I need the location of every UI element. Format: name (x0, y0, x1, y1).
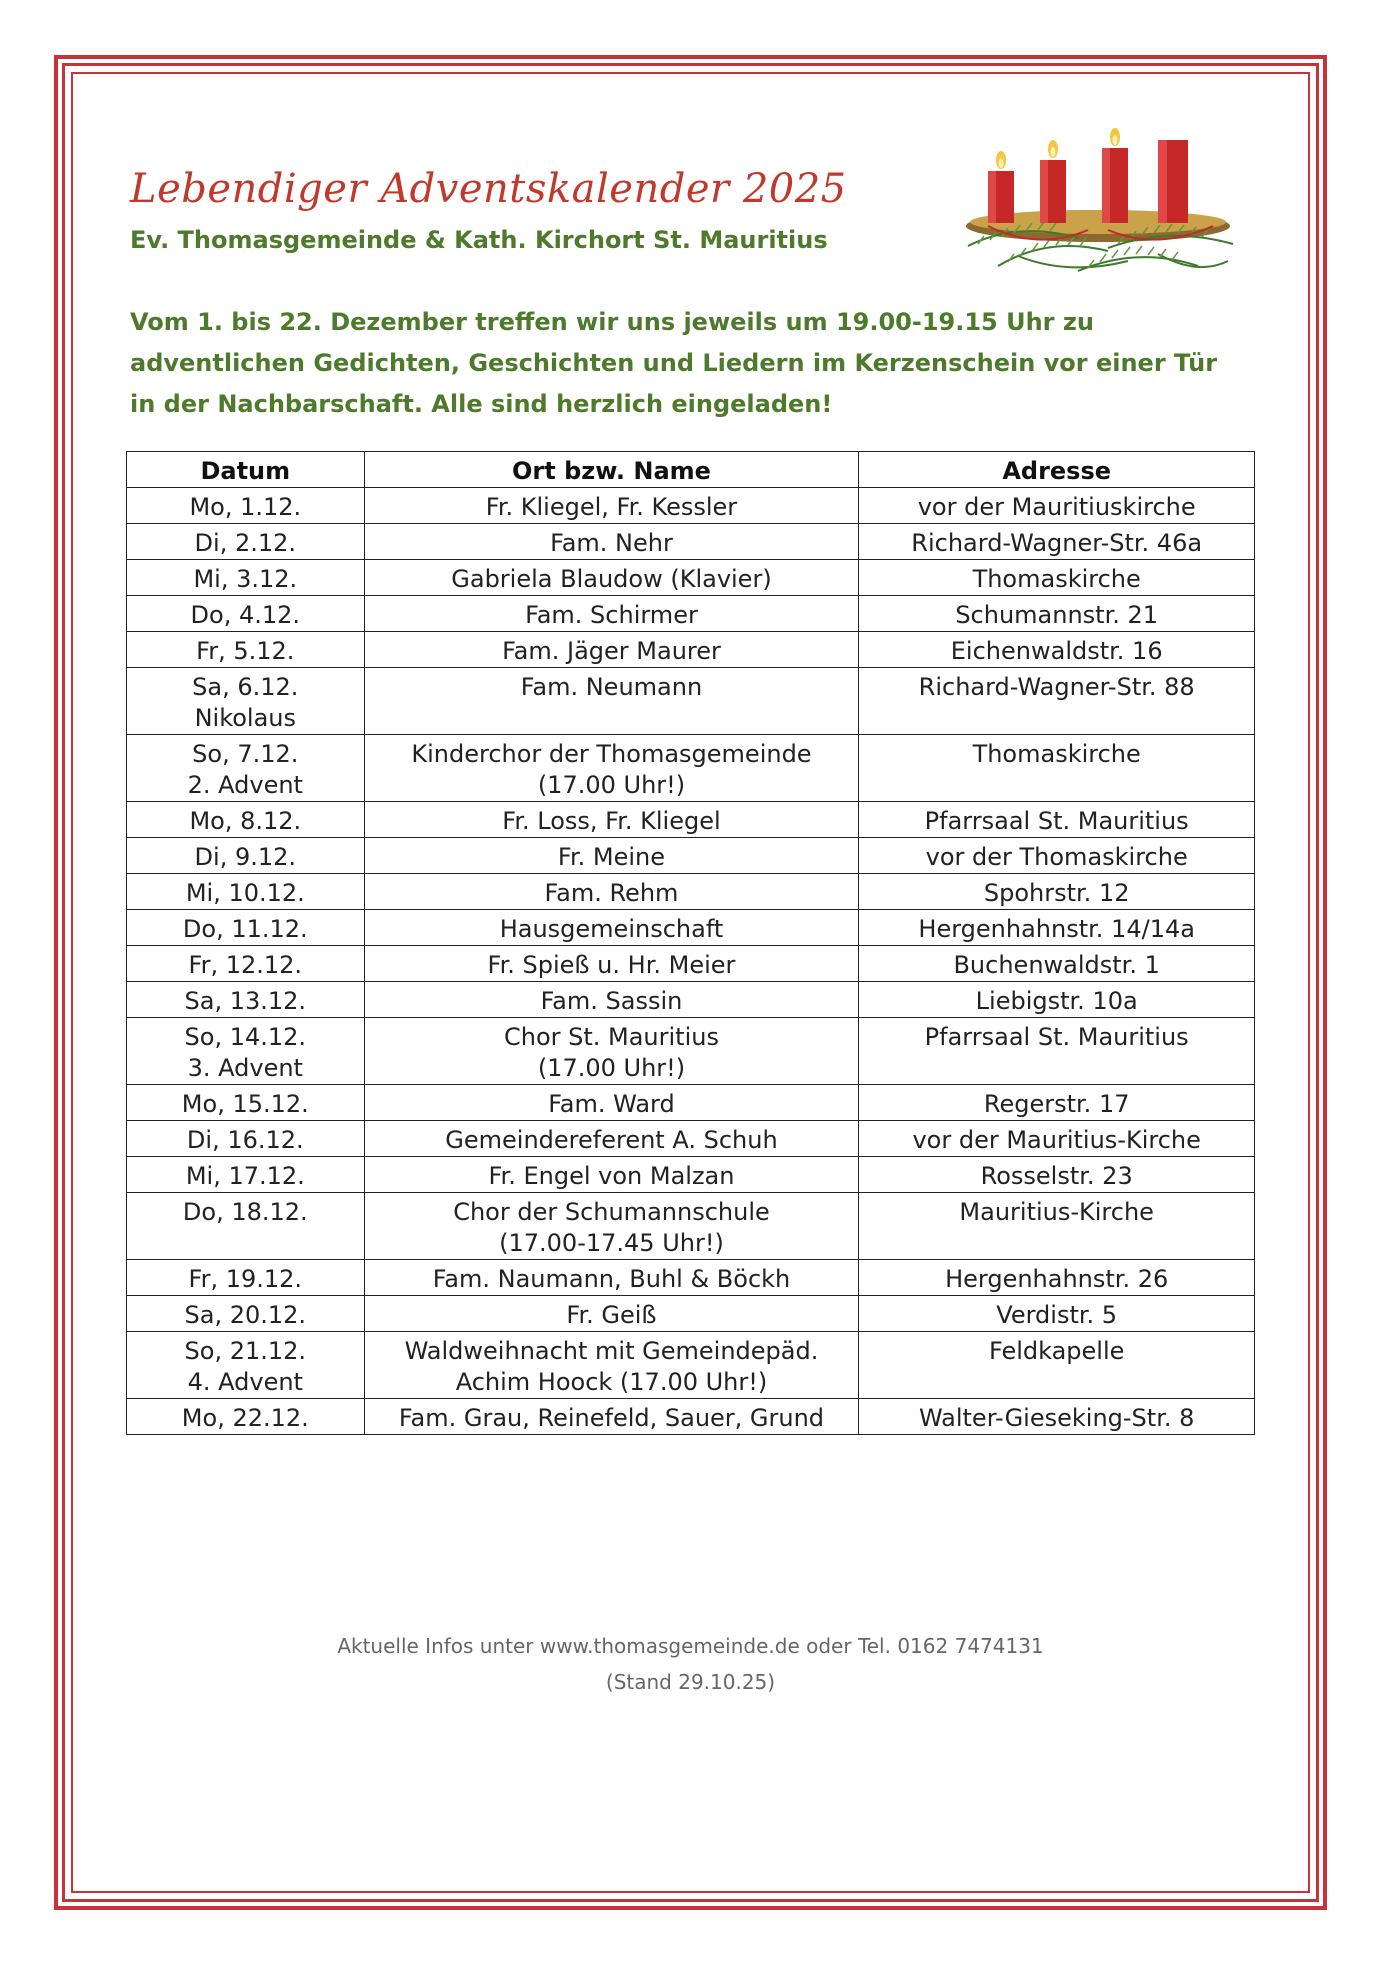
cell-date (127, 668, 365, 735)
table-body (127, 488, 1255, 1435)
cell-date-line: Sa, 20.12. (184, 1301, 307, 1329)
table-row (127, 1193, 1255, 1260)
cell-address: Hergenhahnstr. 26 (859, 1260, 1255, 1296)
cell-name-line: Fam. Sassin (540, 987, 683, 1015)
cell-address: Mauritius-Kirche (859, 1193, 1255, 1260)
cell-date-line: Sa, 6.12. (192, 673, 299, 701)
cell-address: Feldkapelle (859, 1332, 1255, 1399)
cell-date (127, 1018, 365, 1085)
table-row (127, 910, 1255, 946)
cell-date-line: Mo, 22.12. (181, 1404, 309, 1432)
cell-date-line: Mo, 15.12. (181, 1090, 309, 1118)
cell-name (364, 946, 859, 982)
cell-name (364, 874, 859, 910)
cell-name (364, 1296, 859, 1332)
cell-name (364, 524, 859, 560)
cell-address: Schumannstr. 21 (859, 596, 1255, 632)
cell-name-line: Fr. Geiß (566, 1301, 657, 1329)
table-row (127, 668, 1255, 735)
cell-date-line: Mo, 8.12. (189, 807, 302, 835)
cell-date-line: 2. Advent (187, 771, 303, 799)
cell-date-line: Di, 2.12. (194, 529, 297, 557)
intro-line: adventlichen Gedichten, Geschichten und Liedern im Kerzenschein vor einer Tür (130, 349, 1218, 377)
table-row (127, 1121, 1255, 1157)
cell-date-line: Fr, 19.12. (188, 1265, 303, 1293)
cell-name-line: Waldweihnacht mit Gemeindepäd. (404, 1337, 819, 1365)
intro-text (130, 302, 1260, 425)
cell-address: Buchenwaldstr. 1 (859, 946, 1255, 982)
table-row (127, 1296, 1255, 1332)
cell-date-line: Fr, 12.12. (188, 951, 303, 979)
column-header-ort: Ort bzw. Name (364, 452, 859, 488)
footer-stand: (Stand 29.10.25) (605, 1670, 776, 1694)
cell-address: Richard-Wagner-Str. 88 (859, 668, 1255, 735)
table-row (127, 1399, 1255, 1435)
cell-date (127, 488, 365, 524)
footer (0, 1628, 1381, 1700)
intro-line: in der Nachbarschaft. Alle sind herzlich eingeladen! (130, 390, 833, 418)
cell-name (364, 838, 859, 874)
cell-address: Spohrstr. 12 (859, 874, 1255, 910)
cell-name-line: Fr. Spieß u. Hr. Meier (487, 951, 736, 979)
cell-date (127, 1399, 365, 1435)
table-row (127, 1260, 1255, 1296)
cell-name-line: Kinderchor der Thomasgemeinde (411, 740, 812, 768)
cell-date (127, 1193, 365, 1260)
cell-date (127, 1260, 365, 1296)
table-row (127, 1085, 1255, 1121)
cell-date (127, 596, 365, 632)
page-subtitle: Ev. Thomasgemeinde & Kath. Kirchort St. Mauritius (130, 226, 828, 254)
cell-address: vor der Thomaskirche (859, 838, 1255, 874)
cell-address: Regerstr. 17 (859, 1085, 1255, 1121)
table-header-row (127, 452, 1255, 488)
cell-name (364, 632, 859, 668)
cell-date-line: Do, 18.12. (182, 1198, 308, 1226)
cell-date (127, 874, 365, 910)
cell-date-line: Fr, 5.12. (196, 637, 295, 665)
cell-name-line: Achim Hoock (17.00 Uhr!) (455, 1368, 768, 1396)
column-header-datum: Datum (127, 452, 365, 488)
table-row (127, 524, 1255, 560)
cell-name-line: Fam. Nehr (550, 529, 673, 557)
cell-name (364, 1121, 859, 1157)
cell-date (127, 1332, 365, 1399)
cell-name-line: Fr. Meine (557, 843, 666, 871)
cell-date (127, 1121, 365, 1157)
table-row (127, 838, 1255, 874)
cell-name-line: Fr. Kliegel, Fr. Kessler (485, 493, 738, 521)
column-header-adresse: Adresse (859, 452, 1255, 488)
table-row (127, 596, 1255, 632)
cell-name-line: Fam. Neumann (520, 673, 703, 701)
table-row (127, 488, 1255, 524)
cell-date (127, 1157, 365, 1193)
table-row (127, 874, 1255, 910)
cell-date-line: So, 7.12. (192, 740, 299, 768)
cell-date-line: So, 21.12. (184, 1337, 307, 1365)
cell-name-line: Fam. Naumann, Buhl & Böckh (432, 1265, 791, 1293)
cell-date (127, 946, 365, 982)
cell-date-line: Di, 9.12. (194, 843, 297, 871)
cell-name-line: Fam. Schirmer (525, 601, 698, 629)
cell-address: Verdistr. 5 (859, 1296, 1255, 1332)
table-row (127, 1332, 1255, 1399)
cell-date (127, 802, 365, 838)
cell-address: Hergenhahnstr. 14/14a (859, 910, 1255, 946)
cell-address: Pfarrsaal St. Mauritius (859, 802, 1255, 838)
cell-date-line: Di, 16.12. (186, 1126, 304, 1154)
table-row (127, 946, 1255, 982)
cell-name (364, 668, 859, 735)
cell-name-line: Chor der Schumannschule (453, 1198, 770, 1226)
table-row (127, 982, 1255, 1018)
cell-name-line: (17.00 Uhr!) (537, 771, 686, 799)
cell-date-line: Nikolaus (194, 704, 297, 732)
table-row (127, 1157, 1255, 1193)
cell-date-line: Do, 4.12. (190, 601, 301, 629)
intro-line: Vom 1. bis 22. Dezember treffen wir uns jeweils um 19.00-19.15 Uhr zu (130, 308, 1094, 336)
cell-date-line: Mi, 3.12. (193, 565, 298, 593)
cell-date-line: Mi, 10.12. (185, 879, 305, 907)
cell-name (364, 1332, 859, 1399)
cell-name-line: Gabriela Blaudow (Klavier) (451, 565, 772, 593)
table-row (127, 735, 1255, 802)
cell-date (127, 838, 365, 874)
cell-date-line: Mi, 17.12. (185, 1162, 305, 1190)
cell-name-line: Fr. Engel von Malzan (488, 1162, 735, 1190)
cell-address: Richard-Wagner-Str. 46a (859, 524, 1255, 560)
table-row (127, 560, 1255, 596)
cell-address: vor der Mauritius-Kirche (859, 1121, 1255, 1157)
cell-date (127, 1085, 365, 1121)
cell-name (364, 1157, 859, 1193)
cell-address: Thomaskirche (859, 735, 1255, 802)
cell-date (127, 910, 365, 946)
cell-date (127, 632, 365, 668)
cell-date (127, 982, 365, 1018)
cell-name (364, 1193, 859, 1260)
cell-address: Eichenwaldstr. 16 (859, 632, 1255, 668)
cell-name-line: Fam. Ward (548, 1090, 675, 1118)
cell-address: Rosselstr. 23 (859, 1157, 1255, 1193)
table-row (127, 632, 1255, 668)
cell-address: Liebigstr. 10a (859, 982, 1255, 1018)
cell-name-line: Chor St. Mauritius (503, 1023, 719, 1051)
cell-name-line: Gemeindereferent A. Schuh (445, 1126, 778, 1154)
cell-date-line: So, 14.12. (184, 1023, 307, 1051)
cell-name (364, 1085, 859, 1121)
cell-name-line: Fam. Jäger Maurer (502, 637, 721, 665)
cell-name (364, 596, 859, 632)
cell-name-line: Fam. Rehm (544, 879, 679, 907)
footer-info: Aktuelle Infos unter www.thomasgemeinde.de oder Tel. 0162 7474131 (337, 1634, 1044, 1658)
cell-date-line: Mo, 1.12. (189, 493, 302, 521)
cell-name (364, 982, 859, 1018)
cell-date-line: 3. Advent (187, 1054, 303, 1082)
cell-date (127, 560, 365, 596)
cell-name-line: Fam. Grau, Reinefeld, Sauer, Grund (398, 1404, 825, 1432)
cell-name (364, 1018, 859, 1085)
page-title: Lebendiger Adventskalender 2025 (130, 166, 847, 212)
cell-date (127, 524, 365, 560)
cell-date-line: Do, 11.12. (182, 915, 308, 943)
cell-name-line: Hausgemeinschaft (499, 915, 724, 943)
cell-date (127, 735, 365, 802)
cell-name-line: (17.00 Uhr!) (537, 1054, 686, 1082)
cell-address: Walter-Gieseking-Str. 8 (859, 1399, 1255, 1435)
cell-address: Thomaskirche (859, 560, 1255, 596)
cell-name (364, 910, 859, 946)
advent-wreath-icon (958, 126, 1240, 286)
cell-name (364, 802, 859, 838)
cell-address: Pfarrsaal St. Mauritius (859, 1018, 1255, 1085)
advent-calendar-table (126, 451, 1255, 1435)
table-row (127, 802, 1255, 838)
cell-name-line: Fr. Loss, Fr. Kliegel (502, 807, 721, 835)
cell-name (364, 735, 859, 802)
cell-name (364, 488, 859, 524)
cell-date-line: 4. Advent (187, 1368, 303, 1396)
cell-date (127, 1296, 365, 1332)
cell-date-line: Sa, 13.12. (184, 987, 307, 1015)
cell-name-line: (17.00-17.45 Uhr!) (499, 1229, 724, 1257)
cell-name (364, 1260, 859, 1296)
cell-address: vor der Mauritiuskirche (859, 488, 1255, 524)
cell-name (364, 560, 859, 596)
cell-name (364, 1399, 859, 1435)
table-row (127, 1018, 1255, 1085)
